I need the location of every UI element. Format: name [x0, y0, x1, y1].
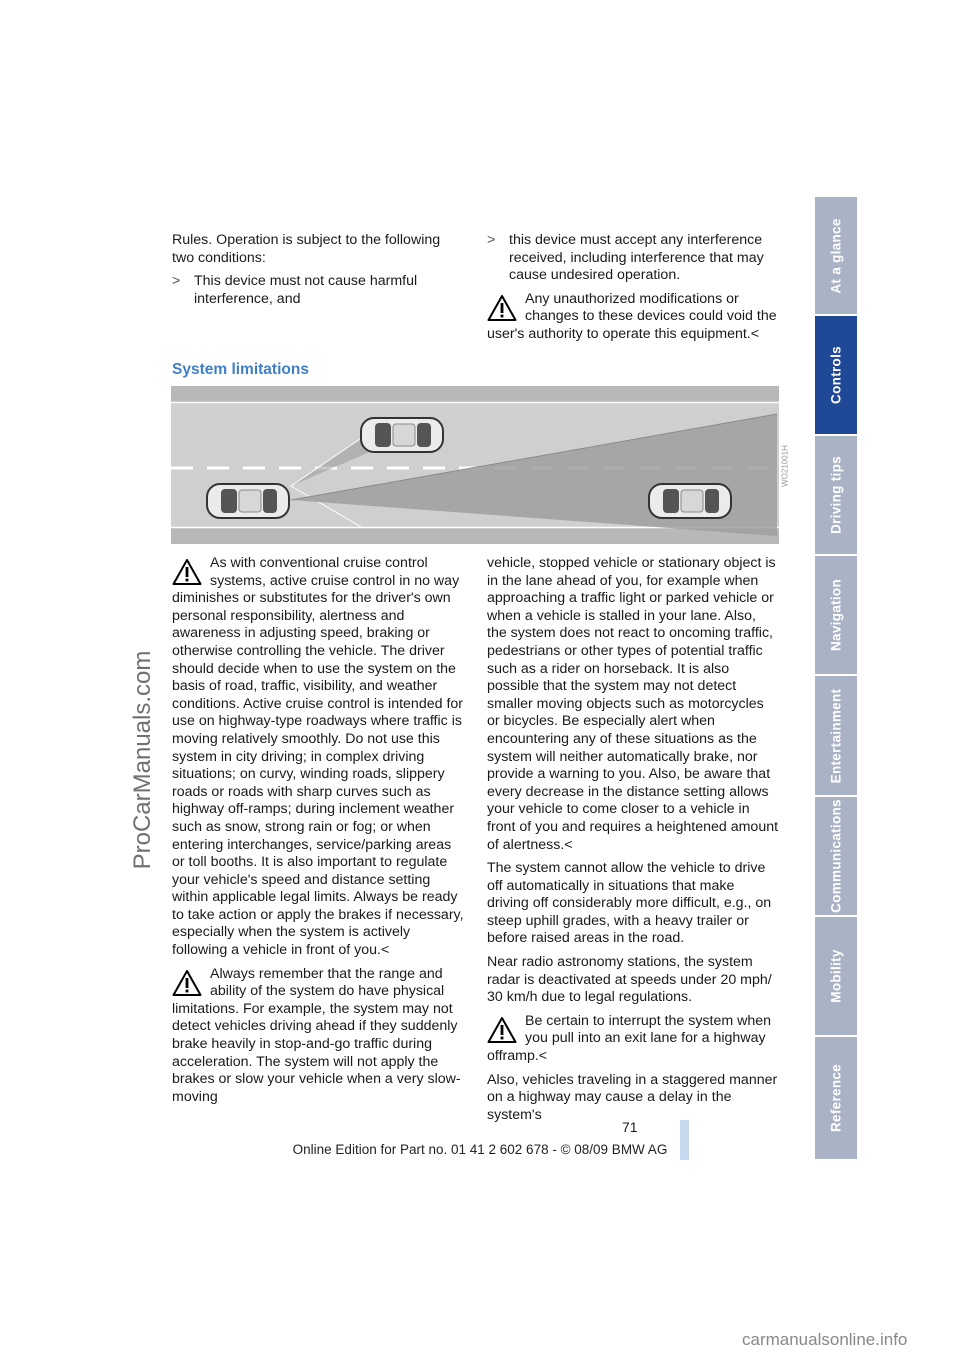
warning-text: As with conventional cruise control systems, active cruise control in no way diminishes or substitutes for the driver's own personal responsibility, alertness and awareness in adjusting speed, braking or otherwise controlling the vehicle. The driver should decide when to use the system on the basis of road, traffic, visibility, and weather conditions. Active cruise control is intended for use on highway-type roadways where traffic is moving relatively smoothly. Do not use this system in city driving; in complex driving situations; on curvy, winding roads, slippery roads or roads with sharp curves such as highway off-ramps; during inclement weather such as snow, strong rain or fog; or when entering interchanges, service/parking areas or toll booths. It is also important to regulate your vehicle's speed and distance setting within applicable legal limits. Always be ready to take action or apply the brakes if necessary, especially when the system is actively following a vehicle in front of you.< [172, 555, 464, 959]
body-paragraph: The system cannot allow the vehicle to drive off automatically in situations that make driving off considerably more difficult, e.g., on steep uphill grades, with a heavy trailer or before raised areas in the road. [487, 860, 772, 947]
warning-triangle-icon [172, 558, 202, 586]
body-paragraph: Near radio astronomy stations, the system radar is deactivated at speeds under 20 mph/ 30 km/h due to legal regulations. [487, 954, 772, 1006]
image-code: WO21001H [780, 445, 790, 487]
own-car-icon [207, 484, 289, 518]
list-item [487, 232, 779, 285]
bullet-text: this device must accept any interference received, including interference that may cause undesired operation. [509, 232, 764, 284]
bullet-text: This device must not cause harmful interference, and [194, 273, 418, 307]
warning-note [487, 291, 779, 344]
bullet-marker: > [487, 232, 496, 248]
bullet-marker: > [172, 273, 181, 290]
warning-note [172, 555, 464, 960]
warning-note [172, 966, 464, 1107]
warning-triangle-icon [487, 294, 517, 322]
acc-radar-illustration [171, 386, 790, 544]
adjacent-lane-car-icon [361, 418, 443, 452]
page-number: 71 [622, 1119, 638, 1135]
section-heading: System limitations [172, 361, 309, 378]
edition-note: Online Edition for Part no. 01 41 2 602 678 - © 08/09 BMW AG [292, 1142, 668, 1157]
vehicle-ahead-icon [649, 484, 731, 518]
warning-text: Be certain to interrupt the system when you pull into an exit lane for a highway offramp.< [487, 1012, 772, 1065]
intro-right [487, 232, 779, 344]
tab-reference[interactable]: Reference [815, 1037, 857, 1161]
body-paragraph: Also, vehicles traveling in a staggered manner on a highway may cause a delay in the system's [487, 1071, 778, 1123]
body-paragraph: vehicle, stopped vehicle or stationary object is in the lane ahead of you, for example when approaching a traffic light or parked vehicle or when a vehicle is stalled in your lane. Also, the system does not react to oncoming traffic, pedestrians or other types of potential traffic such as a rider on horseback. It is also possible that the system may not detect smaller moving objects such as motorcycles or bicycles. Be especially alert when encountering any of these situations as the system will neither automatically brake, nor provide a warning to you. Also, be aware that every decrease in the distance setting allows your vehicle to come closer to a vehicle in front of you and requires a heightened amount of alertness.< [487, 555, 779, 853]
tab-controls[interactable]: Controls [815, 316, 857, 436]
list-item [172, 273, 464, 308]
left-column [172, 555, 464, 1106]
warning-text: Any unauthorized modifications or changes to these devices could void the user's authority to operate this equipment.< [487, 290, 777, 342]
warning-note [487, 1013, 779, 1066]
footer-site[interactable]: carmanualsonline.info [742, 1330, 908, 1349]
tab-entertainment[interactable]: Entertainment [815, 676, 857, 797]
radar-range-diagram [171, 386, 779, 544]
tab-driving-tips[interactable]: Driving tips [815, 436, 857, 556]
warning-triangle-icon [172, 969, 202, 997]
watermark: ProCarManuals.com [129, 650, 156, 870]
warning-triangle-icon [487, 1016, 517, 1044]
tab-communications[interactable]: Communications [815, 797, 857, 917]
tab-navigation[interactable]: Navigation [815, 556, 857, 676]
intro-paragraph: Rules. Operation is subject to the following two conditions: [172, 232, 441, 266]
tab-at-a-glance[interactable]: At a glance [815, 197, 857, 316]
tab-mobility[interactable]: Mobility [815, 917, 857, 1037]
warning-text: Always remember that the range and ability of the system do have physical limitations. For example, the system may not detect vehicles driving ahead if they suddenly brake heavily in stop-and-go traffic during acceleration. The system will not apply the brakes or slow your vehicle when a very slow-moving [172, 965, 461, 1105]
intro-left [172, 232, 464, 308]
right-column [487, 555, 779, 1124]
